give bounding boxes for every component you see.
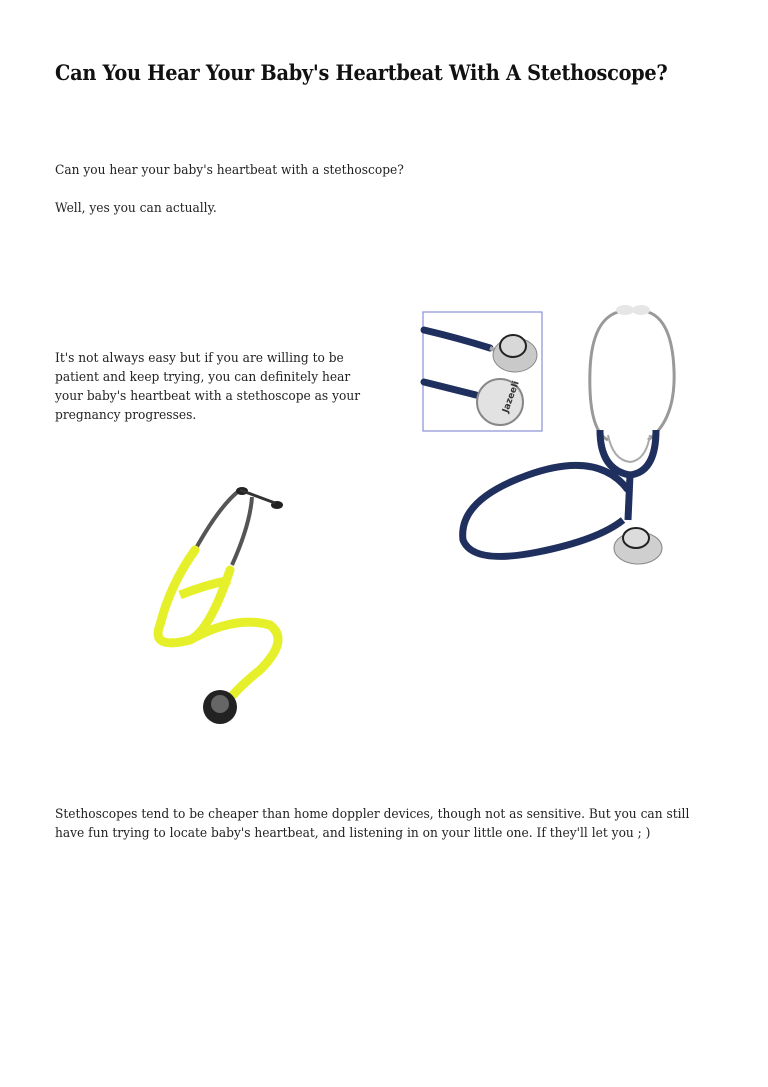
paragraph-answer: Well, yes you can actually.	[55, 201, 217, 216]
paragraph-question: Can you hear your baby's heartbeat with a stethoscope?	[55, 163, 404, 178]
stethoscope-icon	[418, 290, 708, 575]
paragraph-patience: It's not always easy but if you are willing to be patient and keep trying, you can definitely hear your baby's heartbeat with a stethoscope as your pregnancy progresses.	[55, 351, 361, 423]
navy-stethoscope-image	[418, 290, 708, 575]
svg-text:Jazeeli: Jazeeli	[501, 379, 522, 415]
stethoscope-icon	[140, 475, 315, 750]
page-title: Can You Hear Your Baby's Heartbeat With A Stethoscope?	[55, 60, 668, 85]
yellow-stethoscope-image	[140, 475, 315, 750]
paragraph-doppler: Stethoscopes tend to be cheaper than home doppler devices, though not as sensitive. But you can still have fun trying to locate baby's heartbeat, and listening in on your little one. If they'll let you ; )	[55, 807, 690, 841]
